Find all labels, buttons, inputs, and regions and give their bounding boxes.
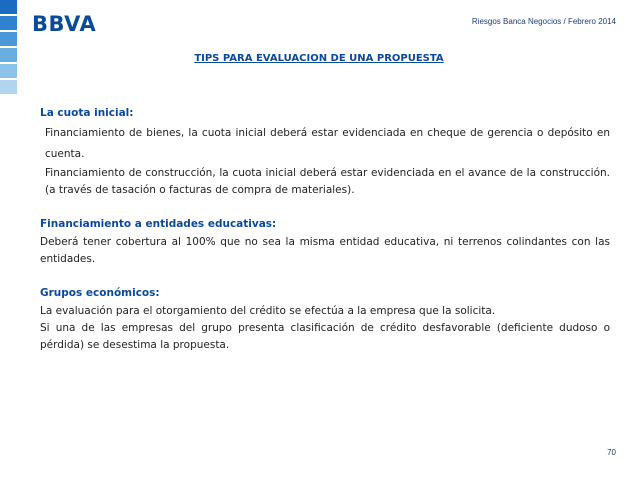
- header-note: Riesgos Banca Negocios / Febrero 2014: [471, 17, 616, 26]
- brand-square: [0, 16, 17, 30]
- bbva-logo: BBVA: [32, 12, 97, 36]
- paragraph: Si una de las empresas del grupo presenta clasificación de crédito desfavorable (deficiente dudoso o pérdida) se desestima la propuesta.: [40, 322, 610, 351]
- brand-square: [0, 80, 17, 94]
- section-heading: Grupos económicos:: [40, 287, 160, 299]
- paragraph: La evaluación para el otorgamiento del crédito se efectúa a la empresa que la solicita.: [40, 305, 496, 317]
- paragraph: Financiamiento de bienes, la cuota inicial deberá estar evidenciada en cheque de gerencia o depósito en cuenta.: [45, 127, 610, 160]
- content-body: [40, 103, 610, 354]
- section-heading: Financiamiento a entidades educativas:: [40, 218, 277, 230]
- paragraph: Deberá tener cobertura al 100% que no sea la misma entidad educativa, ni terrenos colindantes con las entidades.: [40, 236, 610, 265]
- section-heading: La cuota inicial:: [40, 107, 134, 119]
- paragraph: Financiamiento de construcción, la cuota inicial deberá estar evidenciada en el avance de la construcción. (a través de tasación o facturas de compra de materiales).: [45, 167, 610, 196]
- brand-squares: [0, 0, 17, 96]
- brand-square: [0, 0, 17, 14]
- page-number: 70: [607, 448, 616, 457]
- brand-square: [0, 64, 17, 78]
- brand-square: [0, 32, 17, 46]
- page-title: TIPS PARA EVALUACION DE UNA PROPUESTA: [194, 53, 444, 64]
